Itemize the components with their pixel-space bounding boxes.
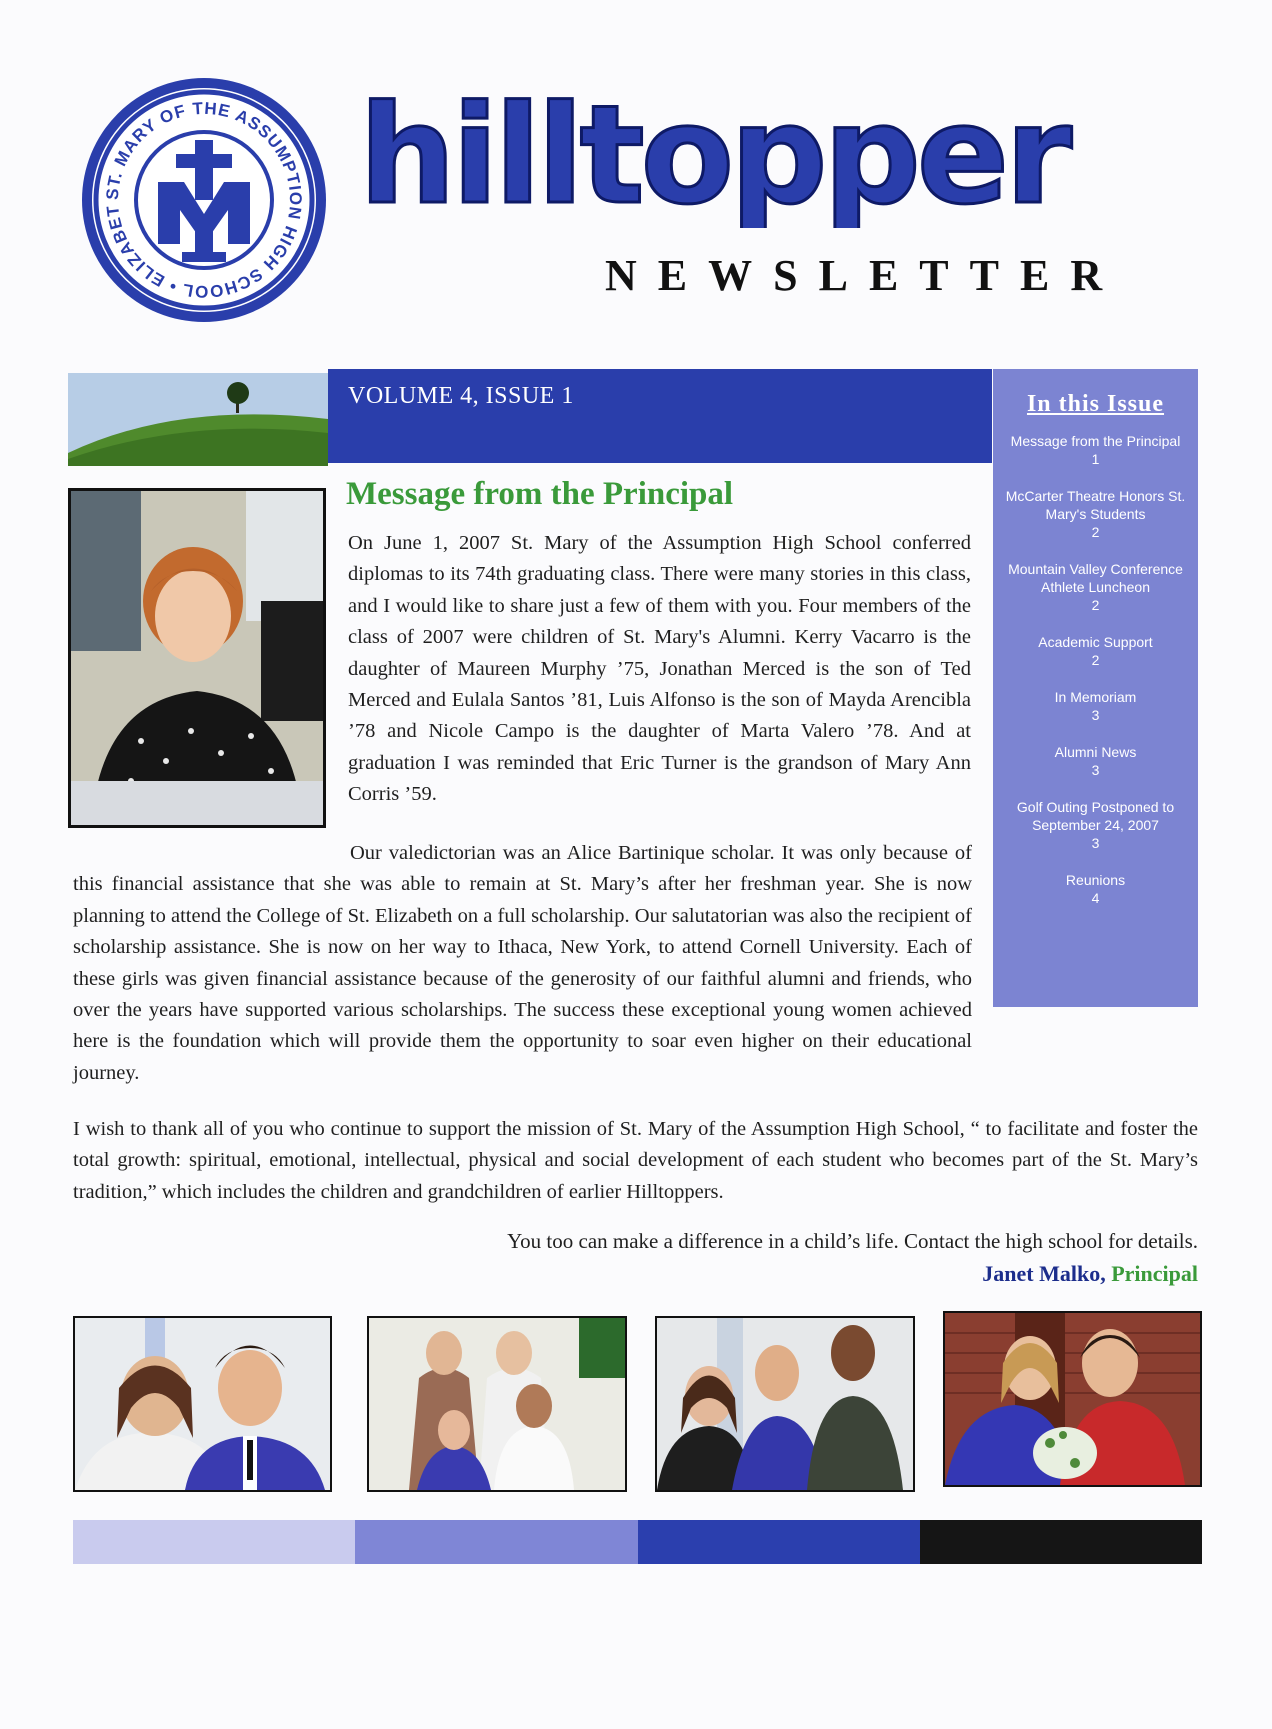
graduation-photo	[943, 1311, 1202, 1487]
issue-volume: VOLUME 4, ISSUE 1	[348, 383, 574, 409]
graduation-photo	[367, 1316, 627, 1492]
toc-item[interactable]	[993, 871, 1198, 907]
toc-item[interactable]	[993, 633, 1198, 669]
toc-item-label: Academic Support	[1038, 634, 1153, 650]
sidebar-title: In this Issue	[1026, 391, 1165, 417]
toc-item[interactable]	[993, 487, 1198, 541]
strip-segment	[638, 1520, 920, 1564]
banner-hill-image	[68, 373, 328, 466]
article-paragraph-2: Our valedictorian was an Alice Bartinique scholar. It was only because of this financial assistance that she was able to remain at St. Mary’s after her freshman year. She is now planning to attend the College of St. Elizabeth on a full scholarship. Our salutatorian was also the recipient of scholarship assistance. She is now on her way to Ithaca, New York, to attend Cornell University. Each of these girls was given financial assistance because of the generosity of our faithful alumni and friends, who over the years have supported various scholarships. The success these exceptional young women achieved here is the foundation which will provide them the opportunity to soar even higher on their educational journey.	[73, 842, 972, 1084]
toc-item[interactable]	[993, 798, 1198, 852]
signature-name: Janet Malko,	[982, 1261, 1106, 1286]
strip-segment	[355, 1520, 637, 1564]
toc-item-label: Alumni News	[1054, 744, 1137, 760]
toc-item-page: 2	[1091, 597, 1100, 613]
toc-item-page: 2	[1091, 524, 1100, 540]
school-seal	[78, 74, 330, 326]
masthead-logo	[355, 88, 1175, 228]
toc-item-page: 2	[1091, 652, 1100, 668]
graduation-photo	[73, 1316, 332, 1492]
signature	[600, 1261, 1198, 1287]
article-paragraph-3: I wish to thank all of you who continue to support the mission of St. Mary of the Assumption High School, “ to facilitate and foster the total growth: spiritual, emotional, intellectual, physical and social development of each student who becomes part of the St. Mary’s tradition,” which includes the children and grandchildren of earlier Hilltoppers.	[73, 1118, 1198, 1203]
masthead-subtitle: NEWSLETTER	[605, 251, 1124, 300]
toc-item-page: 1	[1091, 451, 1100, 467]
signature-title: Principal	[1111, 1261, 1198, 1286]
toc-item[interactable]	[993, 688, 1198, 724]
toc-item-label: McCarter Theatre Honors St. Mary's Students	[1005, 488, 1186, 522]
toc-item-page: 3	[1091, 835, 1100, 851]
article-paragraph-1: On June 1, 2007 St. Mary of the Assumption High School conferred diplomas to its 74th graduating class. There were many stories in this class, and I would like to share just a few of them with you. Four members of the class of 2007 were children of St. Mary's Alumni. Kerry Vacarro is the daughter of Maureen Murphy ’75, Jonathan Merced is the son of Ted Merced and Eulala Santos ’81, Luis Alfonso is the son of Mayda Arencibla ’78 and Nicole Campo is the daughter of Marta Valero ’78. And at graduation I was reminded that Eric Turner is the grandson of Mary Ann Corris ’59.	[348, 532, 971, 806]
masthead-title: hilltopper	[359, 88, 1069, 228]
article-heading: Message from the Principal	[346, 476, 734, 512]
in-this-issue-sidebar	[993, 369, 1198, 1007]
toc-item[interactable]	[993, 560, 1198, 614]
toc-list	[993, 432, 1198, 907]
toc-item-label: Golf Outing Postponed to September 24, 2007	[1016, 799, 1175, 833]
toc-item-label: Reunions	[1065, 872, 1126, 888]
toc-item-page: 4	[1091, 890, 1100, 906]
closing-line: You too can make a difference in a child’s life. Contact the high school for details.	[507, 1229, 1198, 1253]
strip-segment	[920, 1520, 1202, 1564]
principal-photo	[68, 488, 326, 828]
toc-item-label: Message from the Principal	[1010, 433, 1181, 449]
toc-item-label: In Memoriam	[1054, 689, 1137, 705]
seal-ring-text: ST. MARY OF THE ASSUMPTION HIGH SCHOOL • ELIZABET	[102, 98, 306, 302]
toc-item-page: 3	[1091, 762, 1100, 778]
toc-item[interactable]	[993, 432, 1198, 468]
toc-item[interactable]	[993, 743, 1198, 779]
strip-segment	[73, 1520, 355, 1564]
decorative-color-strip	[73, 1520, 1202, 1564]
toc-item-label: Mountain Valley Conference Athlete Luncheon	[1008, 561, 1183, 595]
graduation-photo	[655, 1316, 915, 1492]
issue-banner	[328, 369, 992, 463]
toc-item-page: 3	[1091, 707, 1100, 723]
